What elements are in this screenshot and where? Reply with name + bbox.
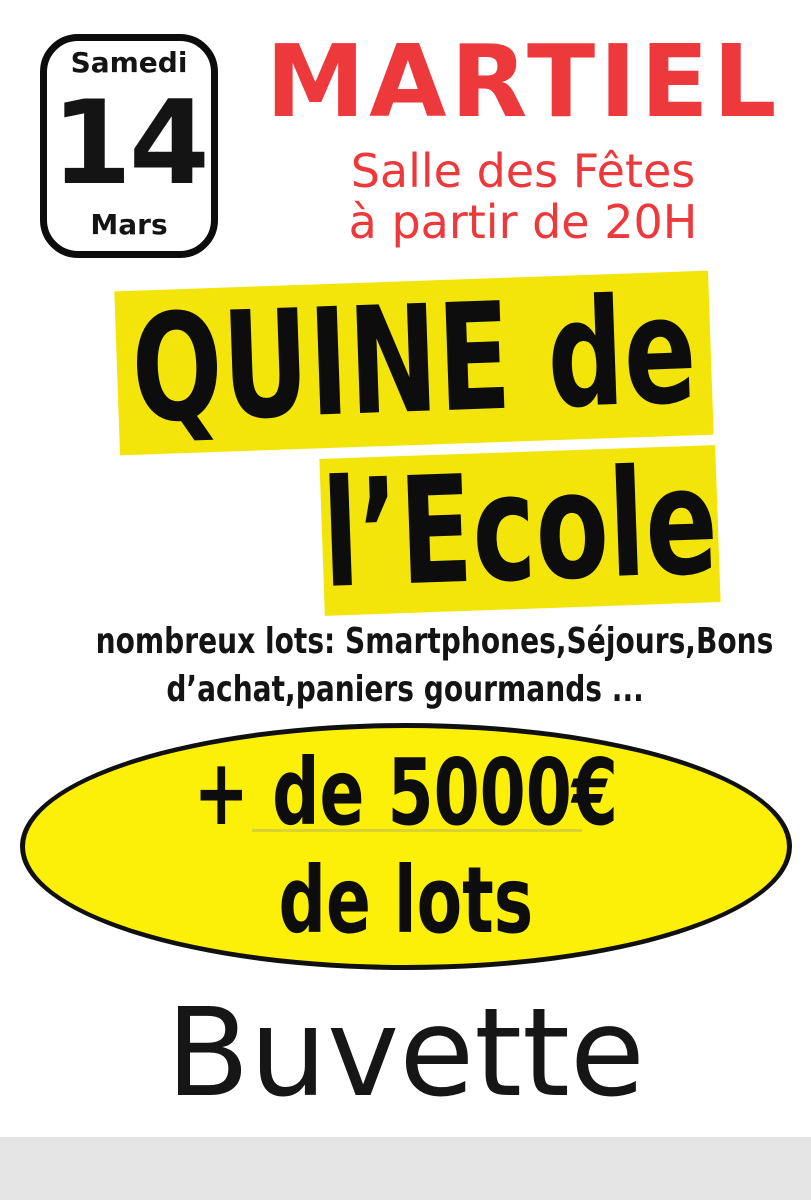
badge-line-2: de lots [278, 846, 534, 954]
badge-line-1: + de 5000€ [193, 738, 619, 846]
calendar-day-label: Samedi [70, 46, 188, 79]
prizes-line-1: nombreux lots: Smartphones,Séjours,Bons [95, 621, 774, 662]
buvette-text: Buvette [165, 982, 645, 1124]
fold-artifact-line [252, 829, 582, 832]
event-name-highlight-2 [319, 434, 721, 621]
venue-line: Salle des Fêtes [350, 144, 696, 198]
event-name-highlight-1 [114, 264, 713, 456]
event-name-line-2: l’Ecole [319, 434, 721, 621]
header-block [232, 23, 811, 249]
prizes-line-2: d’achat,paniers gourmands ... [166, 669, 645, 710]
calendar-day-number: 14 [51, 75, 207, 211]
event-name-line-1: QUINE de [128, 264, 699, 456]
prize-total-badge [20, 723, 792, 970]
bottom-gray-bar [0, 1137, 811, 1200]
calendar-month-label: Mars [90, 208, 168, 241]
prizes-text [0, 621, 811, 717]
calendar-card [40, 34, 218, 258]
time-line: à partir de 20H [348, 194, 698, 249]
town-title: MARTIEL [265, 23, 781, 140]
